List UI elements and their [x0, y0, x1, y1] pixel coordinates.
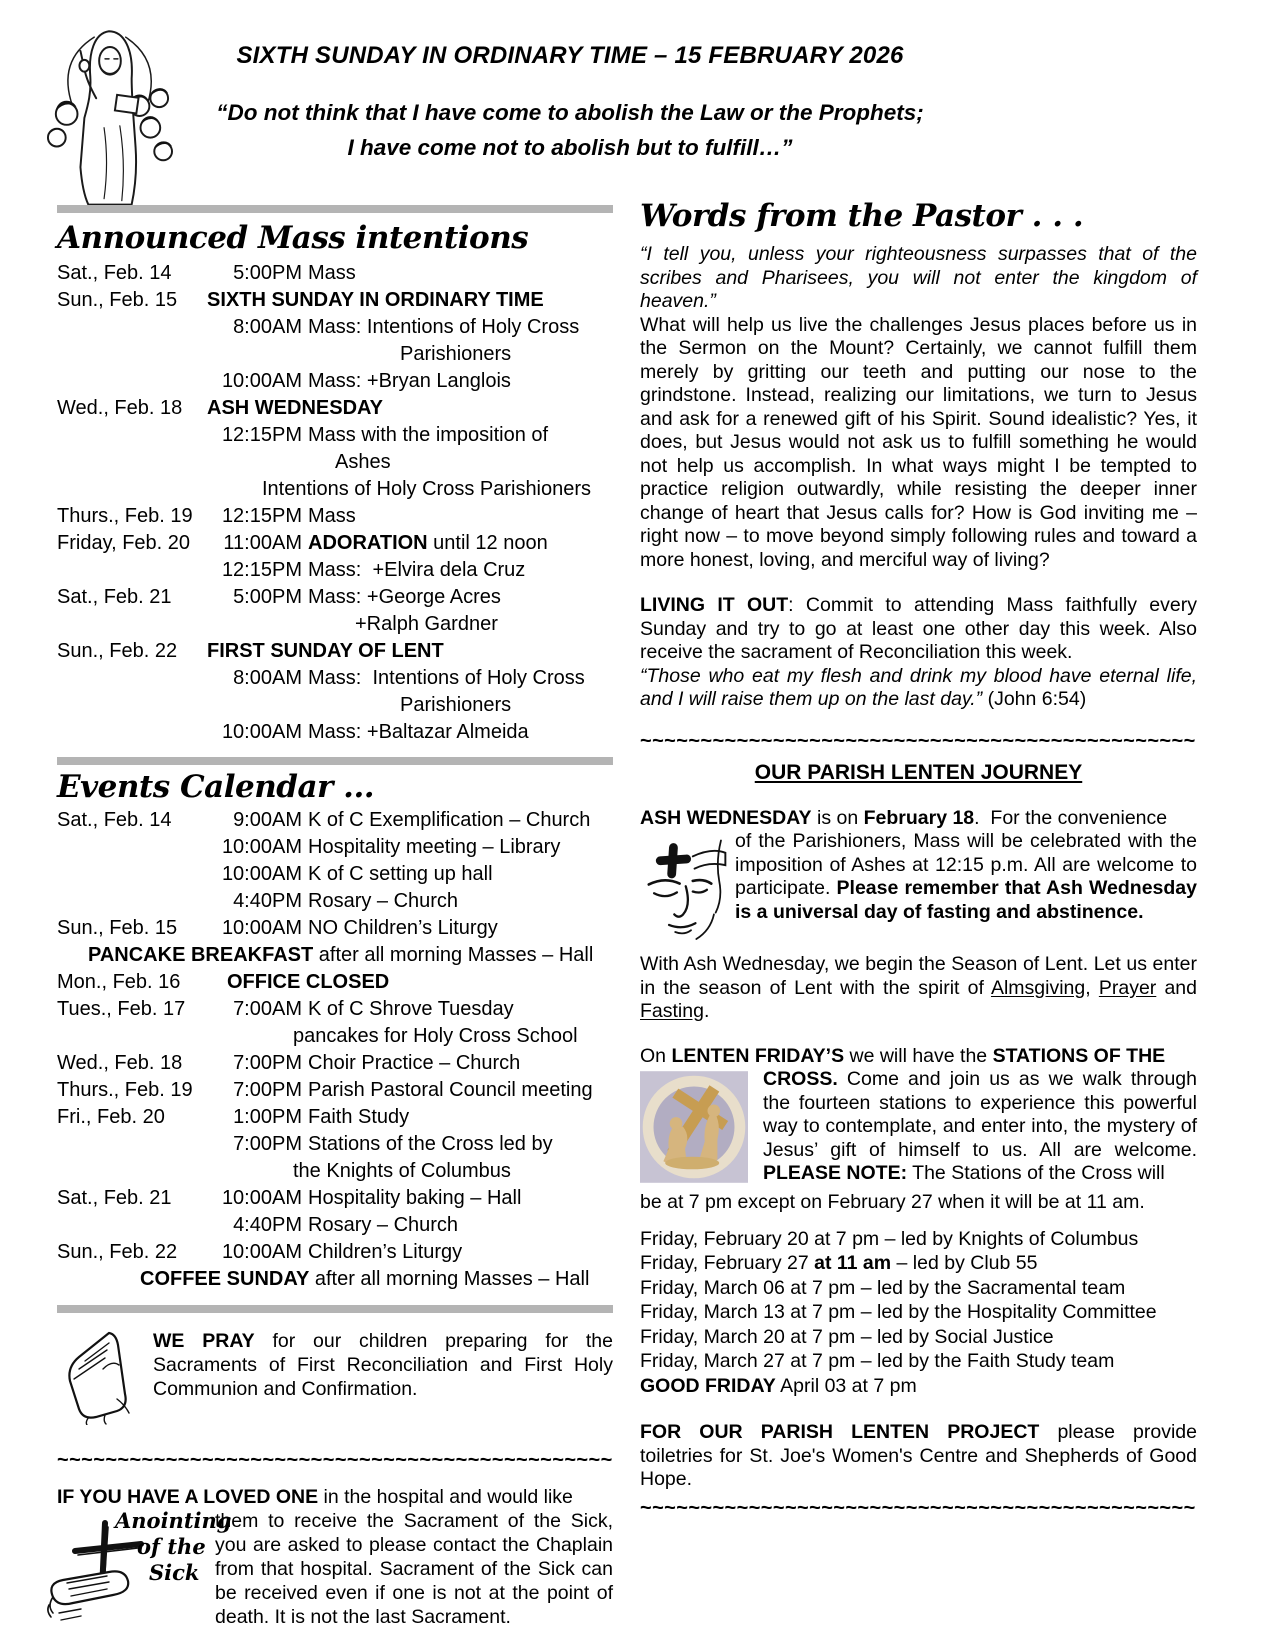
anointing-script-line3: Sick	[149, 1560, 200, 1585]
time-label: 8:00AM	[233, 316, 302, 338]
we-pray-lead: WE PRAY	[153, 1330, 255, 1352]
lent-text: With Ash Wednesday, we begin the Season of Lent. Let us enter in the season of Lent with the spirit of	[640, 953, 1197, 999]
mass-text: Mass with the imposition of	[308, 424, 549, 446]
loved-one-first-line	[57, 1485, 613, 1509]
event-row	[57, 807, 613, 915]
schedule-line	[640, 1374, 1197, 1399]
time-label: 7:00PM	[233, 1052, 302, 1074]
fridays-text: On	[640, 1044, 672, 1067]
event-row	[57, 1239, 613, 1266]
gospel-quote	[150, 95, 990, 165]
tilde-divider: ~~~~~~~~~~~~~~~~~~~~~~~~~~~~~~~~~~~~~~~~~~~~~~	[57, 1449, 613, 1471]
bulletin-title: SIXTH SUNDAY IN ORDINARY TIME – 15 FEBRUARY 2026	[236, 42, 904, 69]
stations-schedule-list	[640, 1227, 1197, 1399]
date-label: Sat., Feb. 21	[57, 1187, 172, 1209]
schedule-line	[640, 1227, 1197, 1252]
good-friday-lead: GOOD FRIDAY	[640, 1374, 776, 1397]
event-text: Children’s Liturgy	[308, 1241, 463, 1263]
mass-text: Ashes	[335, 451, 391, 473]
time-label: 5:00PM	[233, 262, 302, 284]
prayer-underlined: Prayer	[1098, 976, 1157, 999]
time-label: 4:40PM	[233, 1214, 302, 1236]
lenten-fridays-lead: LENTEN FRIDAY’S	[671, 1044, 845, 1067]
event-row	[57, 996, 613, 1050]
ash-wednesday-first-line	[640, 807, 1197, 831]
lent-text: ,	[1085, 976, 1099, 999]
date-label: Sun., Feb. 15	[57, 289, 178, 311]
almsgiving-underlined: Almsgiving	[990, 976, 1086, 999]
event-text: pancakes for Holy Cross School	[293, 1025, 578, 1047]
living-it-out-paragraph	[640, 594, 1197, 665]
date-label: Wed., Feb. 18	[57, 1052, 183, 1074]
time-label: 10:00AM	[221, 1187, 302, 1209]
date-label: Sun., Feb. 15	[57, 917, 178, 939]
living-it-out-lead: LIVING IT OUT	[640, 594, 789, 616]
we-pray-block	[57, 1329, 613, 1425]
mass-text: Intentions of Holy Cross Parishioners	[262, 478, 592, 500]
adoration-label: ADORATION	[308, 532, 428, 554]
separator-bar	[57, 1305, 613, 1313]
schedule-text: Friday, March 13 at 7 pm – led by the Hospitality Committee	[640, 1301, 1157, 1323]
lenten-project-paragraph	[640, 1421, 1197, 1492]
schedule-bold-text: at 11 am	[814, 1252, 892, 1274]
mass-row	[57, 503, 613, 530]
time-label: 11:00AM	[223, 532, 302, 554]
date-label: Thurs., Feb. 19	[57, 505, 193, 527]
stations-text: Come and join us as we walk through the fourteen stations to experience this powerful way to contemplate, and enter into, the mystery of Jesus’ gift of himself to us. All are welcome.	[763, 1068, 1197, 1161]
date-label: Sat., Feb. 14	[57, 262, 172, 284]
date-label: Friday, Feb. 20	[57, 532, 191, 554]
date-label: Sat., Feb. 14	[57, 809, 172, 831]
date-label: Fri., Feb. 20	[57, 1106, 165, 1128]
tilde-divider: ~~~~~~~~~~~~~~~~~~~~~~~~~~~~~~~~~~~~~~~~~~~~~~	[640, 1496, 1196, 1519]
event-text: K of C Exemplification – Church	[308, 809, 591, 831]
time-label: 10:00AM	[221, 863, 302, 885]
event-text: Rosary – Church	[308, 1214, 459, 1236]
pastor-heading: Words from the Pastor . . .	[640, 198, 1084, 234]
event-text: after all morning Masses – Hall	[309, 1268, 590, 1290]
schedule-text: – led by Club 55	[891, 1252, 1038, 1274]
fasting-underlined: Fasting	[640, 1000, 704, 1022]
lenten-fridays-first-line	[640, 1045, 1197, 1069]
anointing-script-line2: of the	[137, 1534, 206, 1559]
ash-text: is on	[811, 806, 864, 829]
stations-cross-bold: CROSS.	[763, 1068, 838, 1090]
event-text: Faith Study	[308, 1106, 410, 1128]
stations-text: The Stations of the Cross will	[907, 1162, 1165, 1184]
time-label: 12:15PM	[221, 505, 302, 527]
fridays-text: we will have the	[844, 1044, 993, 1067]
time-label: 10:00AM	[221, 721, 302, 743]
time-label: 10:00AM	[221, 1241, 302, 1263]
event-text: Hospitality meeting – Library	[308, 836, 561, 858]
ash-wednesday-block	[640, 830, 1197, 951]
mass-intentions-list	[57, 260, 613, 746]
ash-wednesday-lead: ASH WEDNESDAY	[640, 806, 812, 829]
time-label: 10:00AM	[221, 917, 302, 939]
events-calendar-list	[57, 807, 613, 1293]
date-label: Sun., Feb. 22	[57, 640, 178, 662]
mass-text: Mass: +Baltazar Almeida	[308, 721, 529, 743]
tilde-divider: ~~~~~~~~~~~~~~~~~~~~~~~~~~~~~~~~~~~~~~~~~~~~~~	[640, 729, 1196, 752]
date-label: Thurs., Feb. 19	[57, 1079, 193, 1101]
ash-wednesday-paragraph	[735, 830, 1197, 951]
event-row	[57, 1050, 613, 1077]
schedule-text: Friday, February 20 at 7 pm – led by Knights of Columbus	[640, 1227, 1139, 1250]
please-note-lead: PLEASE NOTE:	[763, 1162, 908, 1184]
time-label: 1:00PM	[233, 1106, 302, 1128]
time-label: 8:00AM	[233, 667, 302, 689]
john-quote-paragraph	[640, 665, 1197, 712]
separator-bar	[57, 205, 613, 213]
praying-hands-icon	[57, 1329, 139, 1425]
event-text: Choir Practice – Church	[308, 1052, 521, 1074]
event-row	[57, 915, 613, 942]
time-label: 10:00AM	[221, 836, 302, 858]
date-label: Sat., Feb. 21	[57, 586, 172, 608]
schedule-text: Friday, March 20 at 7 pm – led by Social Justice	[640, 1325, 1054, 1348]
coffee-sunday-line	[57, 1266, 613, 1293]
mass-text: Mass: Intentions of Holy Cross	[308, 667, 585, 689]
event-bold-text: OFFICE CLOSED	[227, 971, 390, 993]
stations-block	[640, 1068, 1197, 1191]
event-text: Parish Pastoral Council meeting	[308, 1079, 593, 1101]
mass-heading-text: FIRST SUNDAY OF LENT	[207, 640, 444, 662]
loved-one-text: in the hospital and would like	[318, 1486, 573, 1508]
event-bold-text: PANCAKE BREAKFAST	[88, 944, 314, 966]
event-text: Stations of the Cross led by	[308, 1133, 553, 1155]
time-label: 5:00PM	[233, 586, 302, 608]
mass-heading-text: ASH WEDNESDAY	[207, 397, 383, 419]
event-row	[57, 1104, 613, 1185]
we-pray-text: for our children preparing for the Sacraments of First Reconciliation and First Holy Communion and Confirmation.	[153, 1330, 613, 1400]
schedule-line	[640, 1325, 1197, 1350]
mass-text: Mass: Intentions of Holy Cross	[308, 316, 580, 338]
john-quote-text: “Those who eat my flesh and drink my blood have eternal life, and I will raise them up on the last day.”	[640, 664, 1197, 710]
stations-lead: STATIONS OF THE	[992, 1044, 1166, 1067]
time-label: 7:00PM	[233, 1079, 302, 1101]
event-text: Rosary – Church	[308, 890, 459, 912]
lenten-journey-heading: OUR PARISH LENTEN JOURNEY	[754, 760, 1083, 784]
time-label: 12:15PM	[221, 424, 302, 446]
anointing-of-the-sick-illustration	[57, 1508, 232, 1639]
mass-row	[57, 584, 613, 638]
time-label: 4:40PM	[233, 890, 302, 912]
schedule-text: April 03 at 7 pm	[775, 1374, 917, 1397]
schedule-text: Friday, March 27 at 7 pm – led by the Faith Study team	[640, 1350, 1115, 1372]
schedule-line	[640, 1349, 1197, 1374]
mass-row	[57, 638, 613, 746]
schedule-line	[640, 1300, 1197, 1325]
mass-text	[302, 530, 613, 557]
left-column	[57, 205, 613, 1639]
event-row	[57, 969, 613, 996]
ash-wednesday-face-illustration	[640, 830, 735, 951]
lent-text: and	[1156, 976, 1197, 999]
ash-date: February 18	[863, 806, 975, 829]
loved-one-paragraph: them to receive the Sacrament of the Sick, you are asked to please contact the Chaplain from that hospital. Sacrament of the Sick can be received even if one is not at the point of death. It is not the last Sacrament.	[215, 1510, 613, 1628]
gospel-quote-line2: I have come not to abolish but to fulfill…”	[347, 135, 793, 160]
schedule-line	[640, 1276, 1197, 1301]
event-text: NO Children’s Liturgy	[308, 917, 498, 939]
gospel-quote-line1: “Do not think that I have come to abolish the Law or the Prophets;	[216, 100, 924, 125]
john-citation: (John 6:54)	[982, 688, 1087, 710]
mass-intentions-heading: Announced Mass intentions	[57, 220, 529, 256]
mass-text: Parishioners	[400, 694, 512, 716]
time-label: 7:00AM	[233, 998, 302, 1020]
event-text: the Knights of Columbus	[293, 1160, 511, 1182]
schedule-text: Friday, February 27	[640, 1252, 815, 1274]
right-column	[640, 196, 1197, 1521]
event-row	[57, 1185, 613, 1239]
schedule-text: Friday, March 06 at 7 pm – led by the Sacramental team	[640, 1276, 1126, 1299]
events-calendar-heading: Events Calendar ...	[57, 769, 375, 805]
mass-text: Mass: +Elvira dela Cruz	[308, 559, 526, 581]
event-bold-text: COFFEE SUNDAY	[140, 1268, 310, 1290]
stations-of-the-cross-photo	[640, 1068, 755, 1191]
loved-one-lead: IF YOU HAVE A LOVED ONE	[57, 1486, 319, 1508]
mass-text: Mass: +Bryan Langlois	[308, 370, 511, 392]
mass-heading-text: SIXTH SUNDAY IN ORDINARY TIME	[207, 289, 544, 311]
schedule-line	[640, 1251, 1197, 1276]
time-label: 12:15PM	[221, 559, 302, 581]
event-text: K of C Shrove Tuesday	[308, 998, 514, 1020]
ash-text: . For the convenience	[974, 806, 1168, 829]
mass-row	[57, 260, 613, 287]
stations-paragraph	[763, 1068, 1197, 1191]
lenten-project-lead: FOR OUR PARISH LENTEN PROJECT	[640, 1421, 1040, 1443]
event-text: Hospitality baking – Hall	[308, 1187, 522, 1209]
lent-text: .	[703, 1000, 710, 1022]
event-text: after all morning Masses – Hall	[313, 944, 594, 966]
anointing-script-line1: Anointing	[115, 1508, 232, 1533]
date-label: Tues., Feb. 17	[57, 998, 186, 1020]
stations-last-line: be at 7 pm except on February 27 when it will be at 11 am.	[640, 1191, 1145, 1213]
mass-text: Mass: +George Acres	[308, 586, 501, 608]
date-label: Sun., Feb. 22	[57, 1241, 178, 1263]
time-label: 9:00AM	[233, 809, 302, 831]
mass-text: Mass	[308, 505, 356, 527]
mass-text: Mass	[308, 262, 356, 284]
pastor-quote-paragraph: “I tell you, unless your righteousness surpasses that of the scribes and Pharisees, you will not enter the kingdom of heaven.”	[640, 243, 1197, 312]
event-row	[57, 1077, 613, 1104]
lent-spirit-paragraph	[640, 953, 1197, 1024]
time-label: 10:00AM	[221, 370, 302, 392]
living-it-out-text: : Commit to attending Mass faithfully every Sunday and try to go at least one other day this week. Also receive the sacrament of Reconciliation this week.	[640, 594, 1197, 663]
separator-bar	[57, 757, 613, 765]
we-pray-paragraph	[153, 1329, 613, 1425]
pastor-paragraph: What will help us live the challenges Jesus places before us in the Sermon on the Mount? Certainly, we cannot fulfill them merely by gritting our teeth and putting our nose to the grindstone. Instead, realizing our limitations, we turn to Jesus and ask for a renewed gift of his Spirit. Sound idealistic? Yes, it does, but Jesus would not ask us to fulfill something he would not help us accomplish. In what ways might I be tempted to practice religion outwardly, while resisting the deeper inner change of heart that Jesus calls for? How is God inviting me – right now – to move beyond simply following rules and toward a more honest, loving, and merciful way of living?	[640, 313, 1197, 571]
loved-one-block	[57, 1509, 613, 1639]
mass-row	[57, 395, 613, 503]
time-label: 7:00PM	[233, 1133, 302, 1155]
mass-text: Parishioners	[400, 343, 512, 365]
date-label: Mon., Feb. 16	[57, 971, 181, 993]
mass-text: +Ralph Gardner	[355, 613, 498, 635]
ash-bold-text: Please remember that Ash Wednesday is a universal day of fasting and abstinence.	[735, 877, 1197, 923]
ash-text: of the Parishioners, Mass will be celebrated with the imposition of Ashes at 12:15 p.m. All are welcome to participate.	[735, 830, 1197, 899]
pancake-breakfast-line	[57, 942, 613, 969]
date-label: Wed., Feb. 18	[57, 397, 183, 419]
lenten-project-text: please provide toiletries for St. Joe's Women's Centre and Shepherds of Good Hope.	[640, 1421, 1197, 1490]
mass-row	[57, 287, 613, 395]
mass-row	[57, 530, 613, 584]
event-text: K of C setting up hall	[308, 863, 493, 885]
mass-text: until 12 noon	[427, 532, 548, 554]
